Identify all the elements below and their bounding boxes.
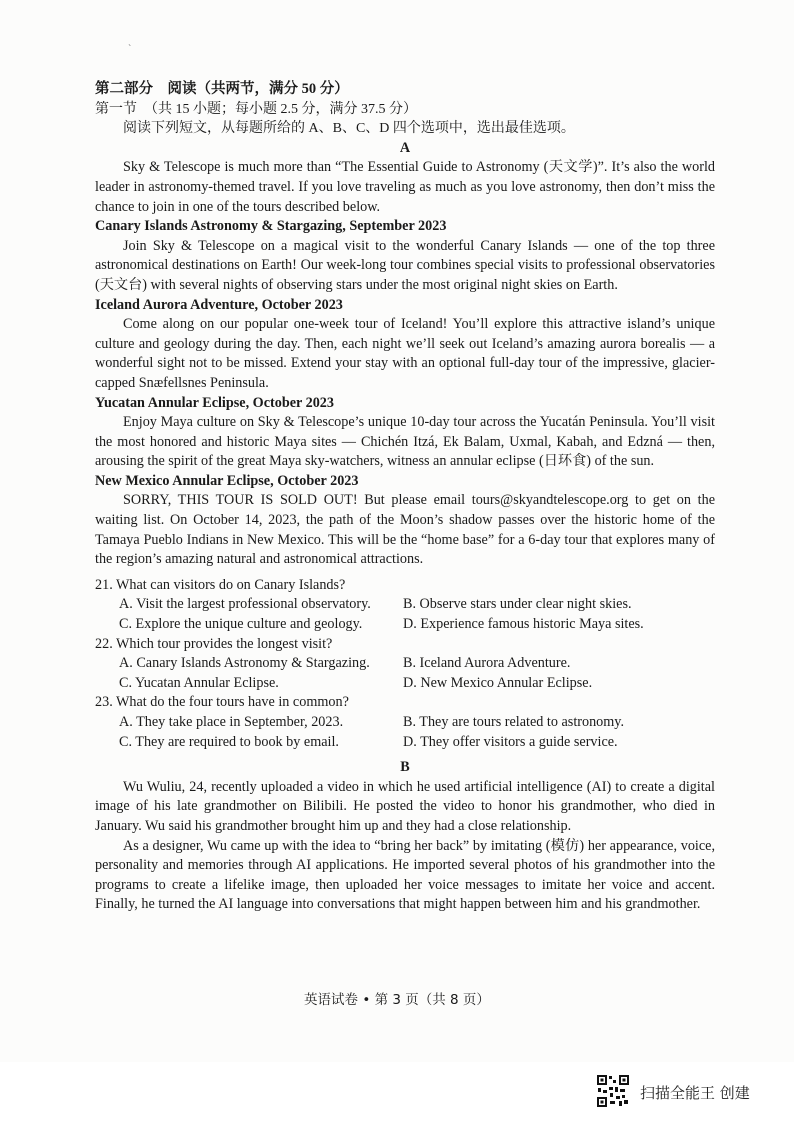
question-options bbox=[95, 595, 715, 634]
passage-a-label: A bbox=[399, 139, 411, 156]
tour-body: Enjoy Maya culture on Sky & Telescope’s unique 10-day tour across the Yucatán Peninsula. You’ll visit the most honored and historic Maya sites — Chichén Itzá, Ek Balam, Uxmal, Kabah, and Edzná — then, arousing the spirit of the great Maya sky-watchers, witness an annular eclipse (日环食) of the sun. bbox=[95, 414, 715, 470]
passage-b-paragraph: As a designer, Wu came up with the idea to “bring her back” by imitating (模仿) her appearance, voice, personality and memories through AI applications. He imported several photos of his grandmother into the programs to create a lifelike image, then uploaded her voice messages to imitate her voice and accent. Finally, he turned the AI language into conversations that might happen between him and his grandmother. bbox=[95, 837, 715, 913]
option-c: C. They are required to book by email. bbox=[119, 733, 339, 750]
passage-b-label: B bbox=[400, 759, 410, 776]
page-content bbox=[95, 80, 715, 915]
question-stem: 22. Which tour provides the longest visit? bbox=[95, 635, 333, 652]
passage-a-intro: Sky & Telescope is much more than “The Essential Guide to Astronomy (天文学)”. It’s also the world leader in astronomy-themed travel. If you love traveling as much as you love astronomy, then don’t miss the chance to join in one of the tours described below. bbox=[95, 159, 715, 215]
tour-title: Iceland Aurora Adventure, October 2023 bbox=[95, 296, 343, 313]
tour-title: New Mexico Annular Eclipse, October 2023 bbox=[95, 472, 359, 489]
question-options bbox=[95, 654, 715, 693]
option-c: C. Explore the unique culture and geology. bbox=[119, 616, 363, 633]
option-b: B. They are tours related to astronomy. bbox=[403, 714, 625, 730]
tour-body: Join Sky & Telescope on a magical visit to the wonderful Canary Islands — one of the top three astronomical destinations on Earth! Our week-long tour combines special visits to professional observatories (天文台) with several nights of observing stars under the most original night skies on Earth. bbox=[95, 237, 715, 293]
option-d: D. They offer visitors a guide service. bbox=[403, 733, 618, 750]
scanner-label: 扫描全能王 创建 bbox=[640, 1084, 750, 1102]
option-d: D. Experience famous historic Maya sites. bbox=[403, 616, 644, 633]
question-stem: 21. What can visitors do on Canary Islands? bbox=[95, 576, 346, 593]
tour-title: Yucatan Annular Eclipse, October 2023 bbox=[95, 394, 334, 411]
option-c: C. Yucatan Annular Eclipse. bbox=[119, 674, 279, 691]
option-b: B. Observe stars under clear night skies. bbox=[403, 596, 632, 613]
scan-mark: ˋ bbox=[128, 44, 132, 55]
question-stem: 23. What do the four tours have in common? bbox=[95, 694, 349, 711]
question-options bbox=[95, 713, 715, 752]
tour-body: Come along on our popular one-week tour of Iceland! You’ll explore this attractive island’s unique culture and geology during the day. Then, each night we’ll seek out Iceland’s amazing aurora borealis — a wonderful sight not to be missed. Extend your stay with an optional full-day tour of the impressive, glacier-capped Snæfellsnes Peninsula. bbox=[95, 316, 715, 391]
option-a: A. They take place in September, 2023. bbox=[119, 714, 344, 730]
page-footer: 英语试卷 • 第 3 页（共 8 页） bbox=[304, 992, 490, 1008]
section-title: 第一节 （共 15 小题；每小题 2.5 分，满分 37.5 分） bbox=[95, 101, 417, 117]
passage-b-paragraph: Wu Wuliu, 24, recently uploaded a video in which he used artificial intelligence (AI) to create a digital image of his late grandmother on Bilibili. He posted the video to honor his grandmother, who died in January. Wu said his grandmother brought him up and they had a close relationship. bbox=[95, 778, 715, 834]
option-a: A. Visit the largest professional observatory. bbox=[119, 596, 371, 613]
option-d: D. New Mexico Annular Eclipse. bbox=[403, 674, 593, 691]
qr-code-icon bbox=[596, 1074, 630, 1108]
option-b: B. Iceland Aurora Adventure. bbox=[403, 655, 571, 672]
instruction: 阅读下列短文，从每题所给的 A、B、C、D 四个选项中，选出最佳选项。 bbox=[123, 121, 575, 137]
option-a: A. Canary Islands Astronomy & Stargazing. bbox=[119, 655, 370, 672]
tour-body: SORRY, THIS TOUR IS SOLD OUT! But please email tours@skyandtelescope.org to get on the waiting list. On October 14, 2023, the path of the Moon’s shadow passes over the historic home of the Tamaya Pueblo Indians in New Mexico. This will be the “home base” for a 6-day tour that explores many of the region’s amazing natural and astronomical attractions. bbox=[95, 492, 715, 568]
tour-title: Canary Islands Astronomy & Stargazing, September 2023 bbox=[95, 218, 447, 235]
part-title: 第二部分 阅读（共两节，满分 50 分） bbox=[95, 81, 349, 97]
